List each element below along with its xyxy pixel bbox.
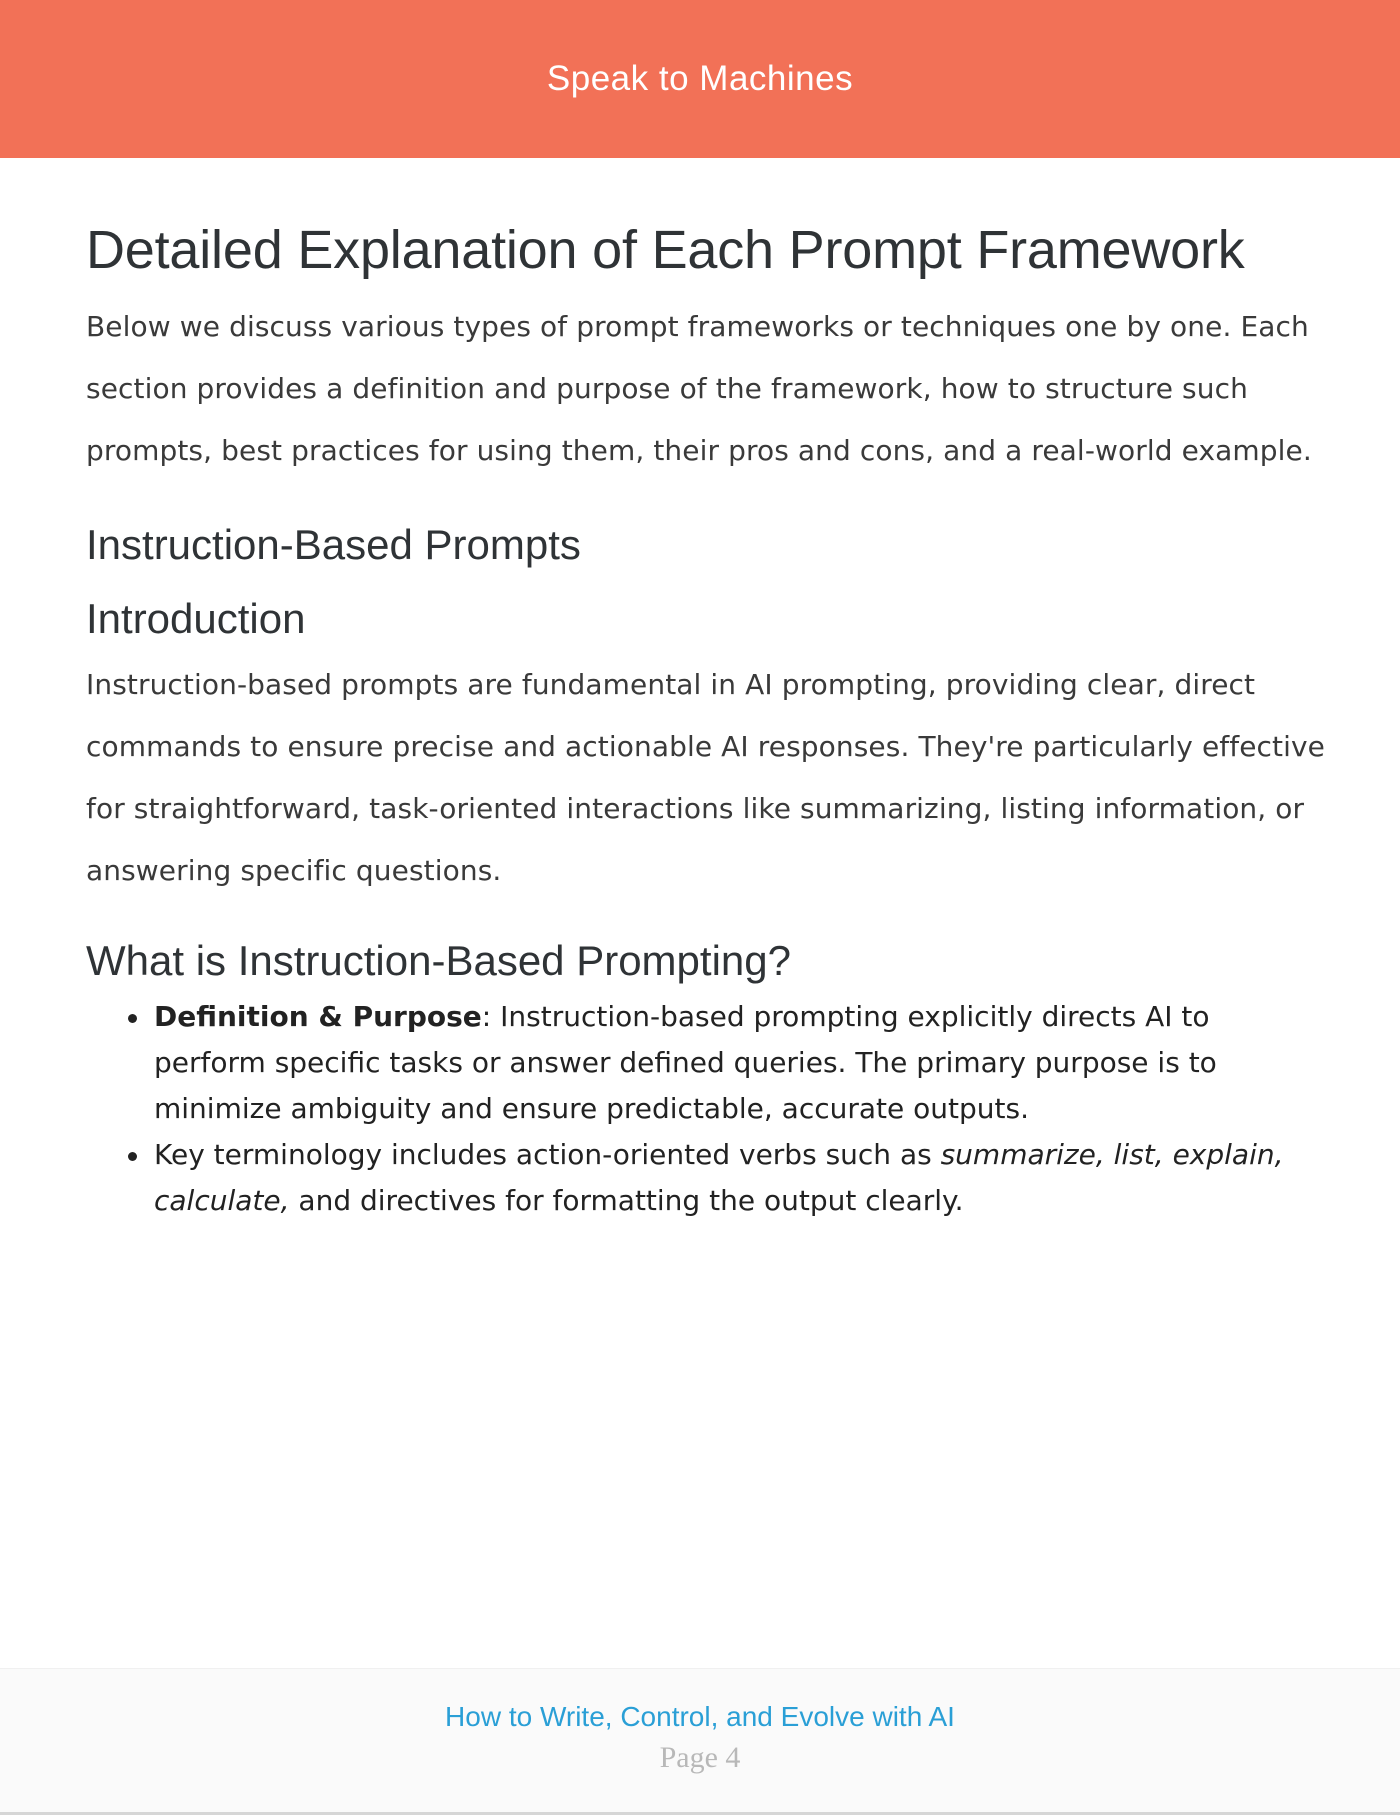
list-item xyxy=(128,994,1288,1132)
section-heading: Instruction-Based Prompts xyxy=(86,521,581,568)
intro-paragraph: Below we discuss various types of prompt frameworks or techniques one by one. Each section provides a definition and purpose of the framework, how to structure such prompts, best practices for using them, their pros and cons, and a real-world example. xyxy=(86,310,1312,467)
introduction-heading: Introduction xyxy=(86,595,306,642)
bullet-label: Definition & Purpose xyxy=(154,1000,482,1033)
bullet-list xyxy=(128,994,1288,1224)
page-number: Page 4 xyxy=(659,1741,741,1774)
footer-link[interactable]: How to Write, Control, and Evolve with AI xyxy=(445,1701,955,1732)
header-title: Speak to Machines xyxy=(546,59,854,98)
bullet-prefix: Key terminology includes action-oriented verbs such as xyxy=(154,1138,941,1171)
page-title: Detailed Explanation of Each Prompt Framework xyxy=(86,220,1245,280)
bullet-icon xyxy=(128,1152,137,1161)
main-content xyxy=(86,222,1326,1224)
page-footer xyxy=(0,1668,1400,1813)
bullet-icon xyxy=(128,1014,137,1023)
bullet-text: : Instruction-based prompting explicitly directs AI to perform specific tasks or answer defined queries. The primary purpose is to minimize ambiguity and ensure predictable, accurate outputs. xyxy=(154,1000,1217,1125)
page-header xyxy=(0,0,1400,158)
bullet-emphasis: summarize, list, explain, calculate, xyxy=(154,1138,1284,1217)
introduction-paragraph: Instruction-based prompts are fundamental in AI prompting, providing clear, direct commands to ensure precise and actionable AI responses. They're particularly effective for straightforward, task-oriented interactions like summarizing, listing information, or answering specific questions. xyxy=(86,668,1325,887)
what-is-heading: What is Instruction-Based Prompting? xyxy=(86,937,791,984)
list-item xyxy=(128,1132,1288,1224)
bullet-suffix: and directives for formatting the output clearly. xyxy=(289,1184,964,1217)
